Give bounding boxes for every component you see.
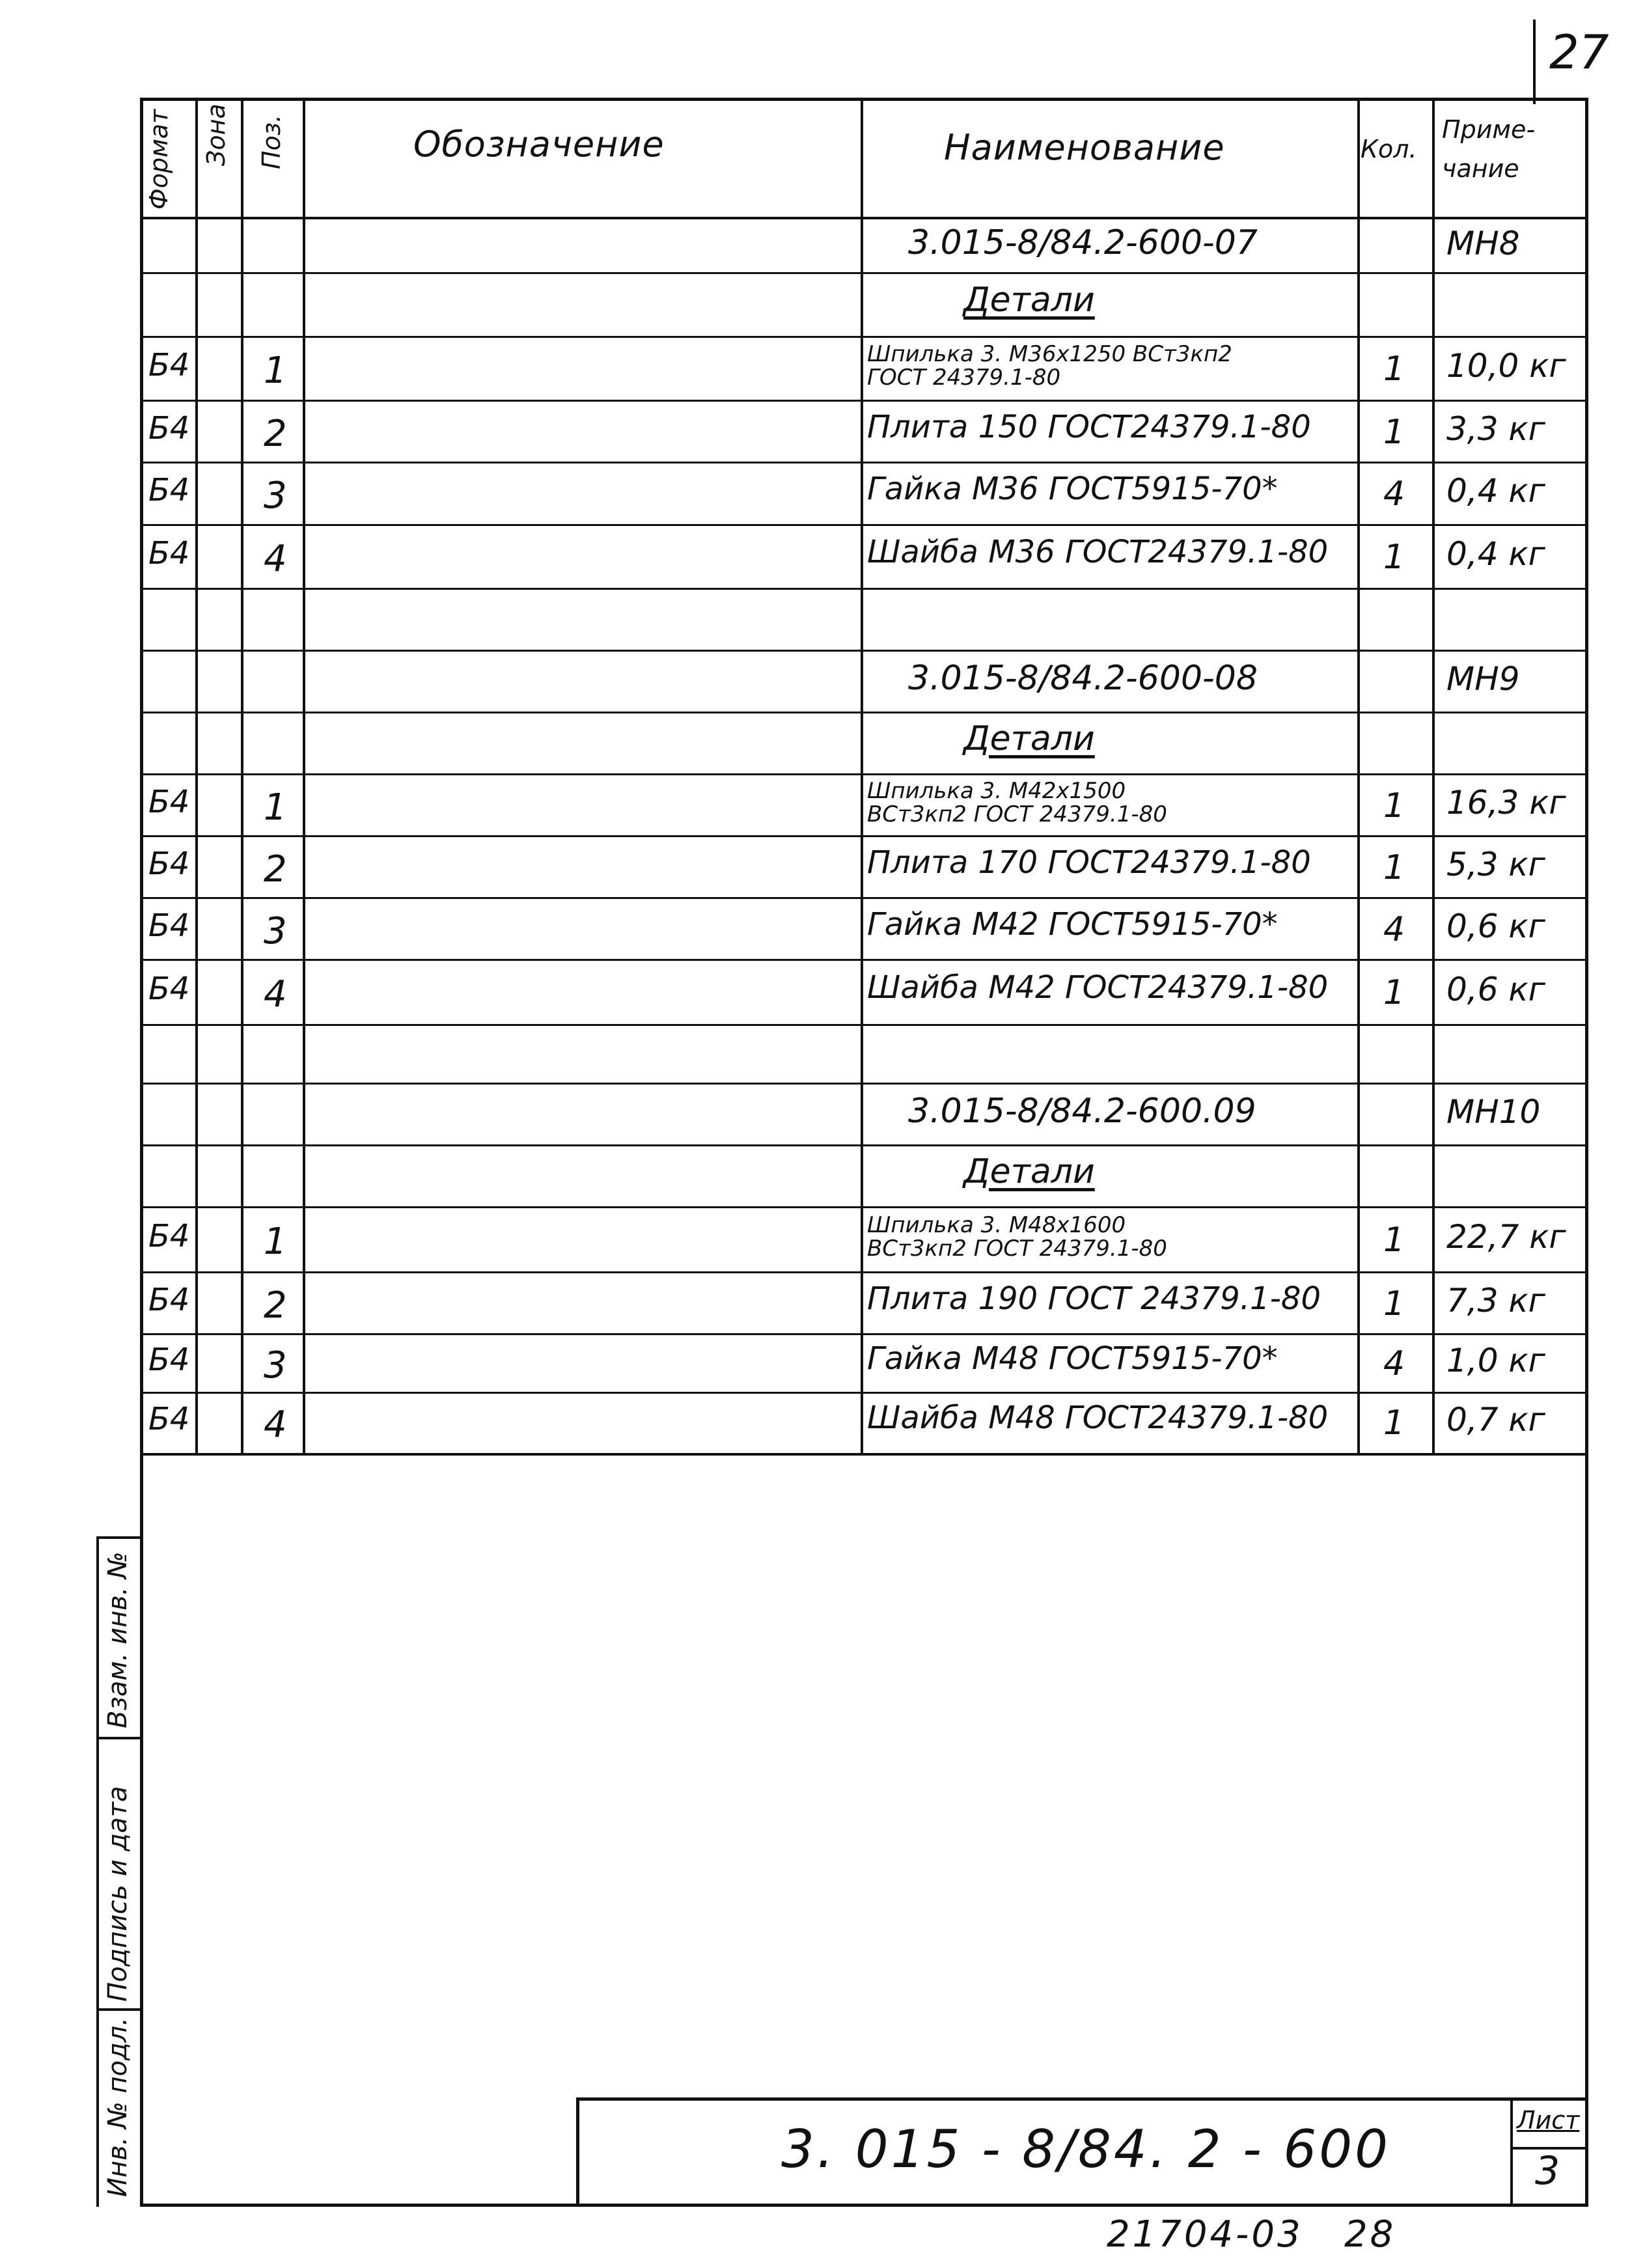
page-number: 27 <box>1549 25 1609 79</box>
row-name: Шайба М48 ГОСТ24379.1-80 <box>867 1400 1329 1436</box>
row-format: Б4 <box>148 347 190 383</box>
col-line-designation <box>303 98 305 1455</box>
title-block-doc-number: 3. 015 - 8/84. 2 - 600 <box>781 2119 1391 2179</box>
row-name-line1: Шпилька 3. М42х1500 <box>867 777 1126 804</box>
row-name: Гайка М48 ГОСТ5915-70* <box>867 1340 1278 1377</box>
row-position: 4 <box>264 538 287 580</box>
row-note: 0,4 кг <box>1446 472 1545 510</box>
row-format: Б4 <box>148 1218 190 1254</box>
row-format: Б4 <box>148 783 190 820</box>
header-pos: Поз. <box>257 114 286 169</box>
side-stamp-replaced: Взам. инв. № <box>103 1551 133 1728</box>
row-separator <box>140 1392 1588 1394</box>
header-qty: Кол. <box>1361 135 1417 163</box>
row-separator <box>140 1206 1588 1208</box>
row-name: Плита 150 ГОСТ24379.1-80 <box>867 408 1311 445</box>
frame-bottom <box>140 2204 1588 2207</box>
row-name-line2: ВСт3кп2 ГОСТ 24379.1-80 <box>867 801 1167 827</box>
row-separator <box>140 400 1588 402</box>
row-separator <box>140 897 1588 899</box>
row-note: 16,3 кг <box>1446 783 1566 822</box>
frame-top <box>140 98 1588 101</box>
row-position: 4 <box>264 1404 287 1446</box>
row-separator <box>140 272 1588 274</box>
row-note: МН9 <box>1446 659 1520 698</box>
row-separator <box>140 712 1588 713</box>
row-document-number: 3.015-8/84.2-600.09 <box>908 1091 1256 1131</box>
row-position: 1 <box>264 786 287 829</box>
side-stamp-inv-orig: Инв. № подл. <box>103 2017 133 2197</box>
row-format: Б4 <box>148 1401 190 1437</box>
row-note: 0,6 кг <box>1446 907 1545 945</box>
row-format: Б4 <box>148 1342 190 1378</box>
header-zone: Зона <box>202 104 230 166</box>
row-format: Б4 <box>148 971 190 1007</box>
page-number-divider <box>1533 20 1536 104</box>
row-quantity: 1 <box>1383 412 1405 452</box>
col-line-note <box>1432 98 1435 1455</box>
row-name-line2: ГОСТ 24379.1-80 <box>867 365 1061 391</box>
row-position: 2 <box>264 412 287 455</box>
side-stamp-top <box>96 1536 142 1539</box>
header-note-2: чание <box>1442 154 1519 183</box>
frame-left <box>140 98 143 2207</box>
row-separator <box>140 1083 1588 1085</box>
row-separator <box>140 1271 1588 1273</box>
col-line-zone <box>195 98 198 1455</box>
header-designation: Обозначение <box>413 124 665 165</box>
row-separator <box>140 835 1588 837</box>
row-separator <box>140 650 1588 652</box>
side-stamp-sign-date: Подпись и дата <box>103 1786 133 2002</box>
row-position: 3 <box>264 475 287 517</box>
footer-page: 28 <box>1344 2213 1396 2256</box>
header-bottom-line <box>140 217 1588 219</box>
header-format: Формат <box>145 109 173 210</box>
row-note: 0,6 кг <box>1446 971 1545 1008</box>
title-block-sheet-divider <box>1510 2097 1513 2207</box>
row-note: 1,0 кг <box>1446 1342 1545 1379</box>
row-note: МН8 <box>1446 224 1520 262</box>
row-separator <box>140 959 1588 961</box>
row-document-number: 3.015-8/84.2-600-08 <box>908 658 1258 698</box>
side-stamp-left <box>96 1536 99 2207</box>
row-name: Гайка М42 ГОСТ5915-70* <box>867 906 1278 943</box>
row-note: 7,3 кг <box>1446 1281 1545 1320</box>
row-quantity: 4 <box>1383 909 1405 949</box>
row-format: Б4 <box>148 472 190 508</box>
side-stamp-div2 <box>96 2008 142 2011</box>
row-note: 3,3 кг <box>1446 409 1545 448</box>
row-separator <box>140 336 1588 338</box>
footer-archive-number: 21704-03 <box>1107 2213 1303 2256</box>
row-name: Гайка М36 ГОСТ5915-70* <box>867 471 1278 507</box>
row-position: 1 <box>264 1221 287 1263</box>
row-name-line2: ВСт3кп2 ГОСТ 24379.1-80 <box>867 1236 1167 1262</box>
row-separator <box>140 462 1588 463</box>
row-quantity: 4 <box>1383 1344 1405 1383</box>
row-quantity: 1 <box>1383 1221 1405 1260</box>
row-name: Плита 190 ГОСТ 24379.1-80 <box>867 1280 1321 1317</box>
row-note: 10,0 кг <box>1446 347 1566 385</box>
row-note: 5,3 кг <box>1446 845 1545 883</box>
title-block-sheet-label: Лист <box>1517 2106 1580 2135</box>
row-separator <box>140 773 1588 775</box>
row-name: Плита 170 ГОСТ24379.1-80 <box>867 844 1311 881</box>
col-line-qty <box>1357 98 1360 1455</box>
row-name: Шайба М42 ГОСТ24379.1-80 <box>867 969 1329 1006</box>
row-position: 1 <box>264 350 287 392</box>
row-note: 0,4 кг <box>1446 535 1545 573</box>
row-separator <box>140 588 1588 590</box>
frame-right <box>1585 98 1588 2207</box>
row-position: 2 <box>264 1284 287 1327</box>
row-quantity: 1 <box>1383 1404 1405 1443</box>
row-quantity: 1 <box>1383 848 1405 887</box>
row-quantity: 1 <box>1383 538 1405 577</box>
row-quantity: 1 <box>1383 1284 1405 1323</box>
row-separator <box>140 1024 1588 1026</box>
row-quantity: 1 <box>1383 786 1405 825</box>
title-block-left <box>576 2097 579 2207</box>
col-line-name <box>861 98 863 1455</box>
row-position: 3 <box>264 909 287 952</box>
row-separator <box>140 1144 1588 1146</box>
table-bottom-line <box>140 1453 1588 1456</box>
row-format: Б4 <box>148 845 190 882</box>
side-stamp-tick1 <box>140 1737 143 1739</box>
row-format: Б4 <box>148 1281 190 1318</box>
side-stamp-div1 <box>96 1737 142 1739</box>
title-block-top <box>576 2097 1588 2101</box>
row-separator <box>140 524 1588 526</box>
row-section-title: Детали <box>963 1152 1095 1191</box>
row-section-title: Детали <box>963 281 1095 320</box>
row-separator <box>140 1333 1588 1335</box>
row-format: Б4 <box>148 535 190 572</box>
row-quantity: 1 <box>1383 973 1405 1012</box>
row-position: 3 <box>264 1344 287 1387</box>
col-line-pos <box>241 98 243 1455</box>
row-position: 4 <box>264 973 287 1016</box>
row-note: 22,7 кг <box>1446 1218 1566 1256</box>
row-format: Б4 <box>148 907 190 944</box>
row-format: Б4 <box>148 409 190 447</box>
title-block-sheet-number: 3 <box>1535 2148 1560 2194</box>
row-name-line1: Шпилька 3. М36х1250 ВСт3кп2 <box>867 341 1232 367</box>
row-note: МН10 <box>1446 1092 1541 1131</box>
header-note-1: Приме- <box>1442 115 1536 144</box>
row-document-number: 3.015-8/84.2-600-07 <box>908 223 1258 262</box>
row-quantity: 1 <box>1383 350 1405 389</box>
row-name-line1: Шпилька 3. М48х1600 <box>867 1212 1126 1238</box>
header-name: Наименование <box>944 127 1225 168</box>
row-position: 2 <box>264 848 287 891</box>
row-name: Шайба М36 ГОСТ24379.1-80 <box>867 534 1329 570</box>
row-note: 0,7 кг <box>1446 1401 1545 1439</box>
row-section-title: Детали <box>963 719 1095 758</box>
row-quantity: 4 <box>1383 475 1405 514</box>
